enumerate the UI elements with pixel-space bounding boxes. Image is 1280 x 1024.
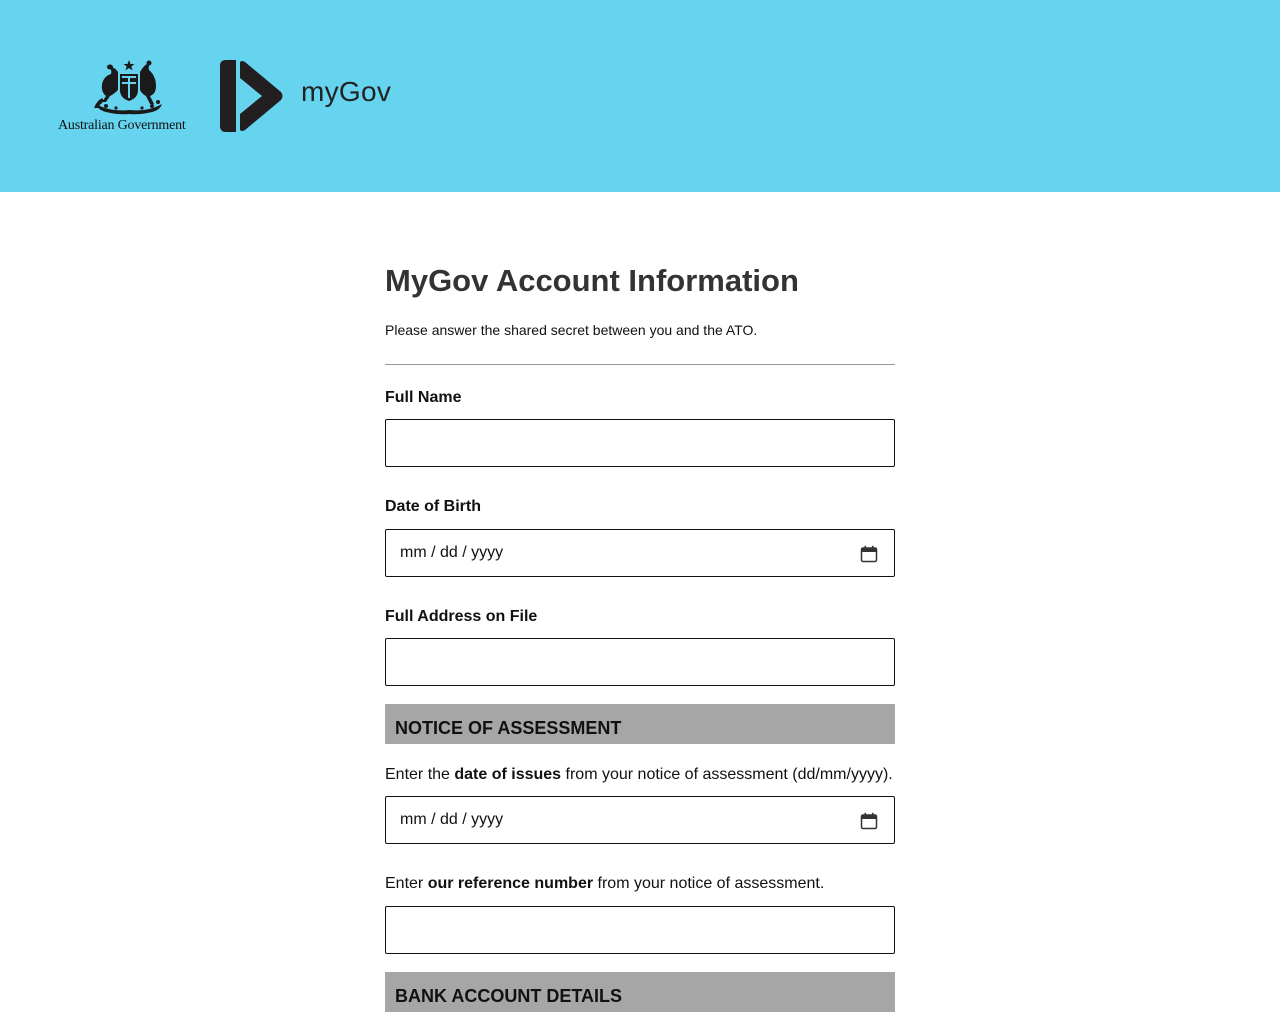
- full-name-input[interactable]: [385, 419, 895, 467]
- calendar-icon[interactable]: [860, 545, 878, 563]
- full-name-label: Full Name: [385, 389, 462, 406]
- australian-government-logo[interactable]: [58, 58, 203, 136]
- government-logo-text: Australian Government: [58, 118, 186, 133]
- site-header: [0, 0, 1280, 192]
- date-of-issue-input[interactable]: [385, 796, 895, 844]
- notice-of-assessment-header: [385, 704, 895, 744]
- reference-number-input[interactable]: [385, 906, 895, 954]
- coat-of-arms-icon: [90, 58, 168, 116]
- divider: [385, 364, 895, 365]
- reference-number-instruction: Enter our reference number from your notice of assessment.: [385, 875, 825, 892]
- form-intro: Please answer the shared secret between you and the ATO.: [385, 322, 758, 338]
- notice-of-assessment-title: NOTICE OF ASSESSMENT: [395, 718, 622, 738]
- full-address-input[interactable]: [385, 638, 895, 686]
- full-address-label: Full Address on File: [385, 608, 538, 625]
- page-title: MyGov Account Information: [385, 263, 799, 298]
- date-of-issue-instruction: Enter the date of issues from your notice of assessment (dd/mm/yyyy).: [385, 766, 893, 783]
- mygov-chevron-icon[interactable]: [220, 60, 284, 132]
- bank-account-details-header: [385, 972, 895, 1012]
- calendar-icon[interactable]: [860, 812, 878, 830]
- date-of-birth-placeholder: mm / dd / yyyy: [400, 544, 504, 561]
- mygov-brand-name: myGov: [301, 76, 392, 107]
- date-of-issue-placeholder: mm / dd / yyyy: [400, 811, 504, 828]
- bank-account-details-title: BANK ACCOUNT DETAILS: [395, 986, 622, 1006]
- date-of-birth-input[interactable]: [385, 529, 895, 577]
- date-of-birth-label: Date of Birth: [385, 498, 481, 515]
